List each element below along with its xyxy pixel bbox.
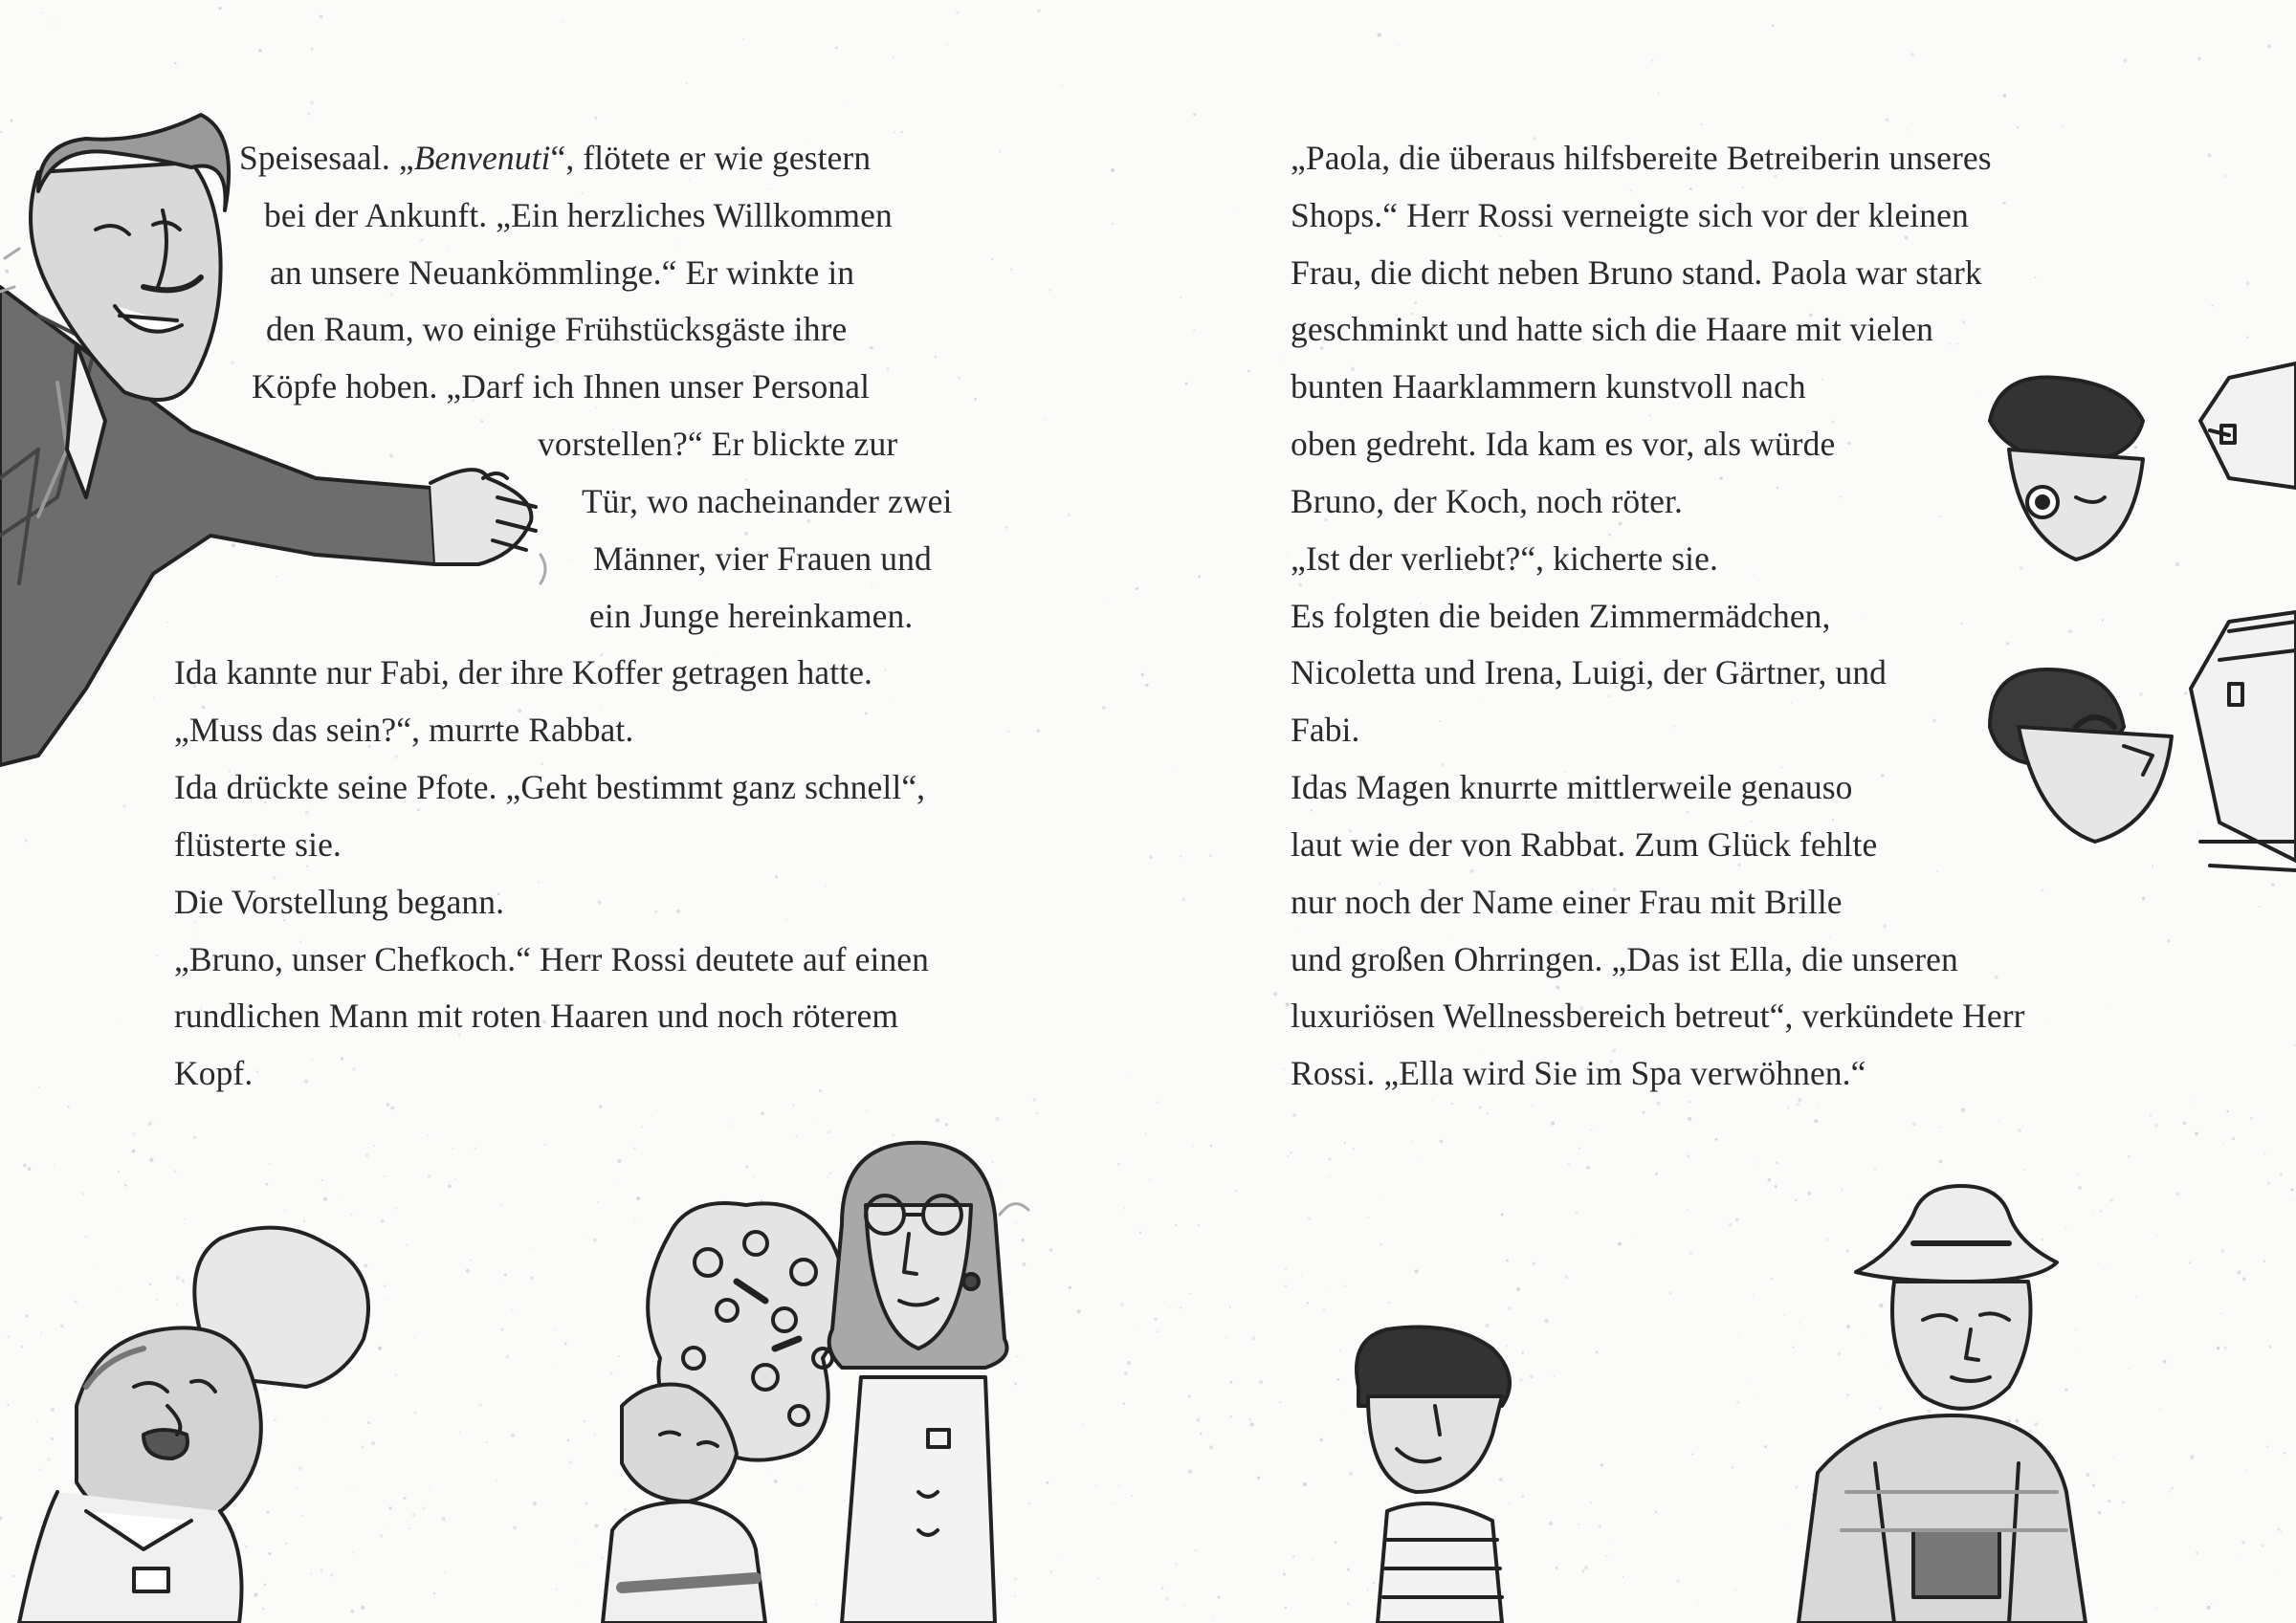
text-line: „Paola, die überaus hilfsbereite Betreiberin unseres bbox=[1291, 139, 1992, 177]
text-line: laut wie der von Rabbat. Zum Glück fehlte bbox=[1291, 825, 1878, 864]
text-line: „Bruno, unser Chefkoch.“ Herr Rossi deutete auf einen bbox=[174, 940, 930, 978]
text-line: vorstellen?“ Er blickte zur bbox=[538, 425, 898, 463]
text-line: den Raum, wo einige Frühstücksgäste ihre bbox=[266, 310, 848, 348]
text-line: Nicoletta und Irena, Luigi, der Gärtner, und bbox=[1291, 653, 1888, 691]
text-line: Die Vorstellung begann. bbox=[174, 883, 505, 921]
text-line: bei der Ankunft. „Ein herzliches Willkommen bbox=[264, 196, 893, 234]
text-line: Köpfe hoben. „Darf ich Ihnen unser Personal bbox=[252, 367, 871, 406]
woman-glasses-illustration bbox=[829, 1143, 1028, 1623]
text-line: nur noch der Name einer Frau mit Brille bbox=[1291, 883, 1843, 921]
text-line: ein Junge hereinkamen. bbox=[589, 597, 914, 635]
boy-illustration bbox=[1357, 1327, 1510, 1623]
text-line: Ida kannte nur Fabi, der ihre Koffer getragen hatte. bbox=[174, 653, 873, 691]
text-line: „Ist der verliebt?“, kicherte sie. bbox=[1291, 539, 1718, 578]
text-line: Ida drückte seine Pfote. „Geht bestimmt ganz schnell“, bbox=[174, 768, 926, 806]
chef-illustration bbox=[19, 1228, 368, 1623]
text-line: an unsere Neuankömmlinge.“ Er winkte in bbox=[270, 253, 855, 292]
text-line: Idas Magen knurrte mittlerweile genauso bbox=[1291, 768, 1853, 806]
curly-hair-woman-illustration bbox=[603, 1203, 845, 1623]
text-line: luxuriösen Wellnessbereich betreut“, verkündete Herr bbox=[1291, 997, 2025, 1035]
text-line: bunten Haarklammern kunstvoll nach bbox=[1291, 367, 1806, 406]
text-line: und großen Ohrringen. „Das ist Ella, die unseren bbox=[1291, 940, 1958, 978]
gardener-illustration bbox=[1799, 1186, 2086, 1623]
text-line: Kopf. bbox=[174, 1054, 254, 1092]
text-line: Speisesaal. „Benvenuti“, flötete er wie gestern bbox=[239, 139, 872, 177]
text-line: Männer, vier Frauen und bbox=[593, 539, 932, 578]
text-line: Fabi. bbox=[1291, 711, 1360, 749]
text-line: geschminkt und hatte sich die Haare mit vielen bbox=[1291, 310, 1933, 348]
text-line: flüsterte sie. bbox=[174, 825, 342, 864]
text-line: rundlichen Mann mit roten Haaren und noch röterem bbox=[174, 997, 899, 1035]
text-line: „Muss das sein?“, murrte Rabbat. bbox=[174, 711, 634, 749]
upside-down-woman-illustration bbox=[1990, 363, 2296, 559]
text-line: Rossi. „Ella wird Sie im Spa verwöhnen.“ bbox=[1291, 1054, 1866, 1092]
text-line: oben gedreht. Ida kam es vor, als würde bbox=[1291, 425, 1836, 463]
upside-down-woman-illustration bbox=[1990, 612, 2296, 870]
text-line: Shops.“ Herr Rossi verneigte sich vor der kleinen bbox=[1291, 196, 1969, 234]
text-line: Es folgten die beiden Zimmermädchen, bbox=[1291, 597, 1831, 635]
text-line: Bruno, der Koch, noch röter. bbox=[1291, 482, 1683, 520]
text-line: Frau, die dicht neben Bruno stand. Paola war stark bbox=[1291, 253, 1982, 292]
text-line: Tür, wo nacheinander zwei bbox=[582, 482, 953, 520]
